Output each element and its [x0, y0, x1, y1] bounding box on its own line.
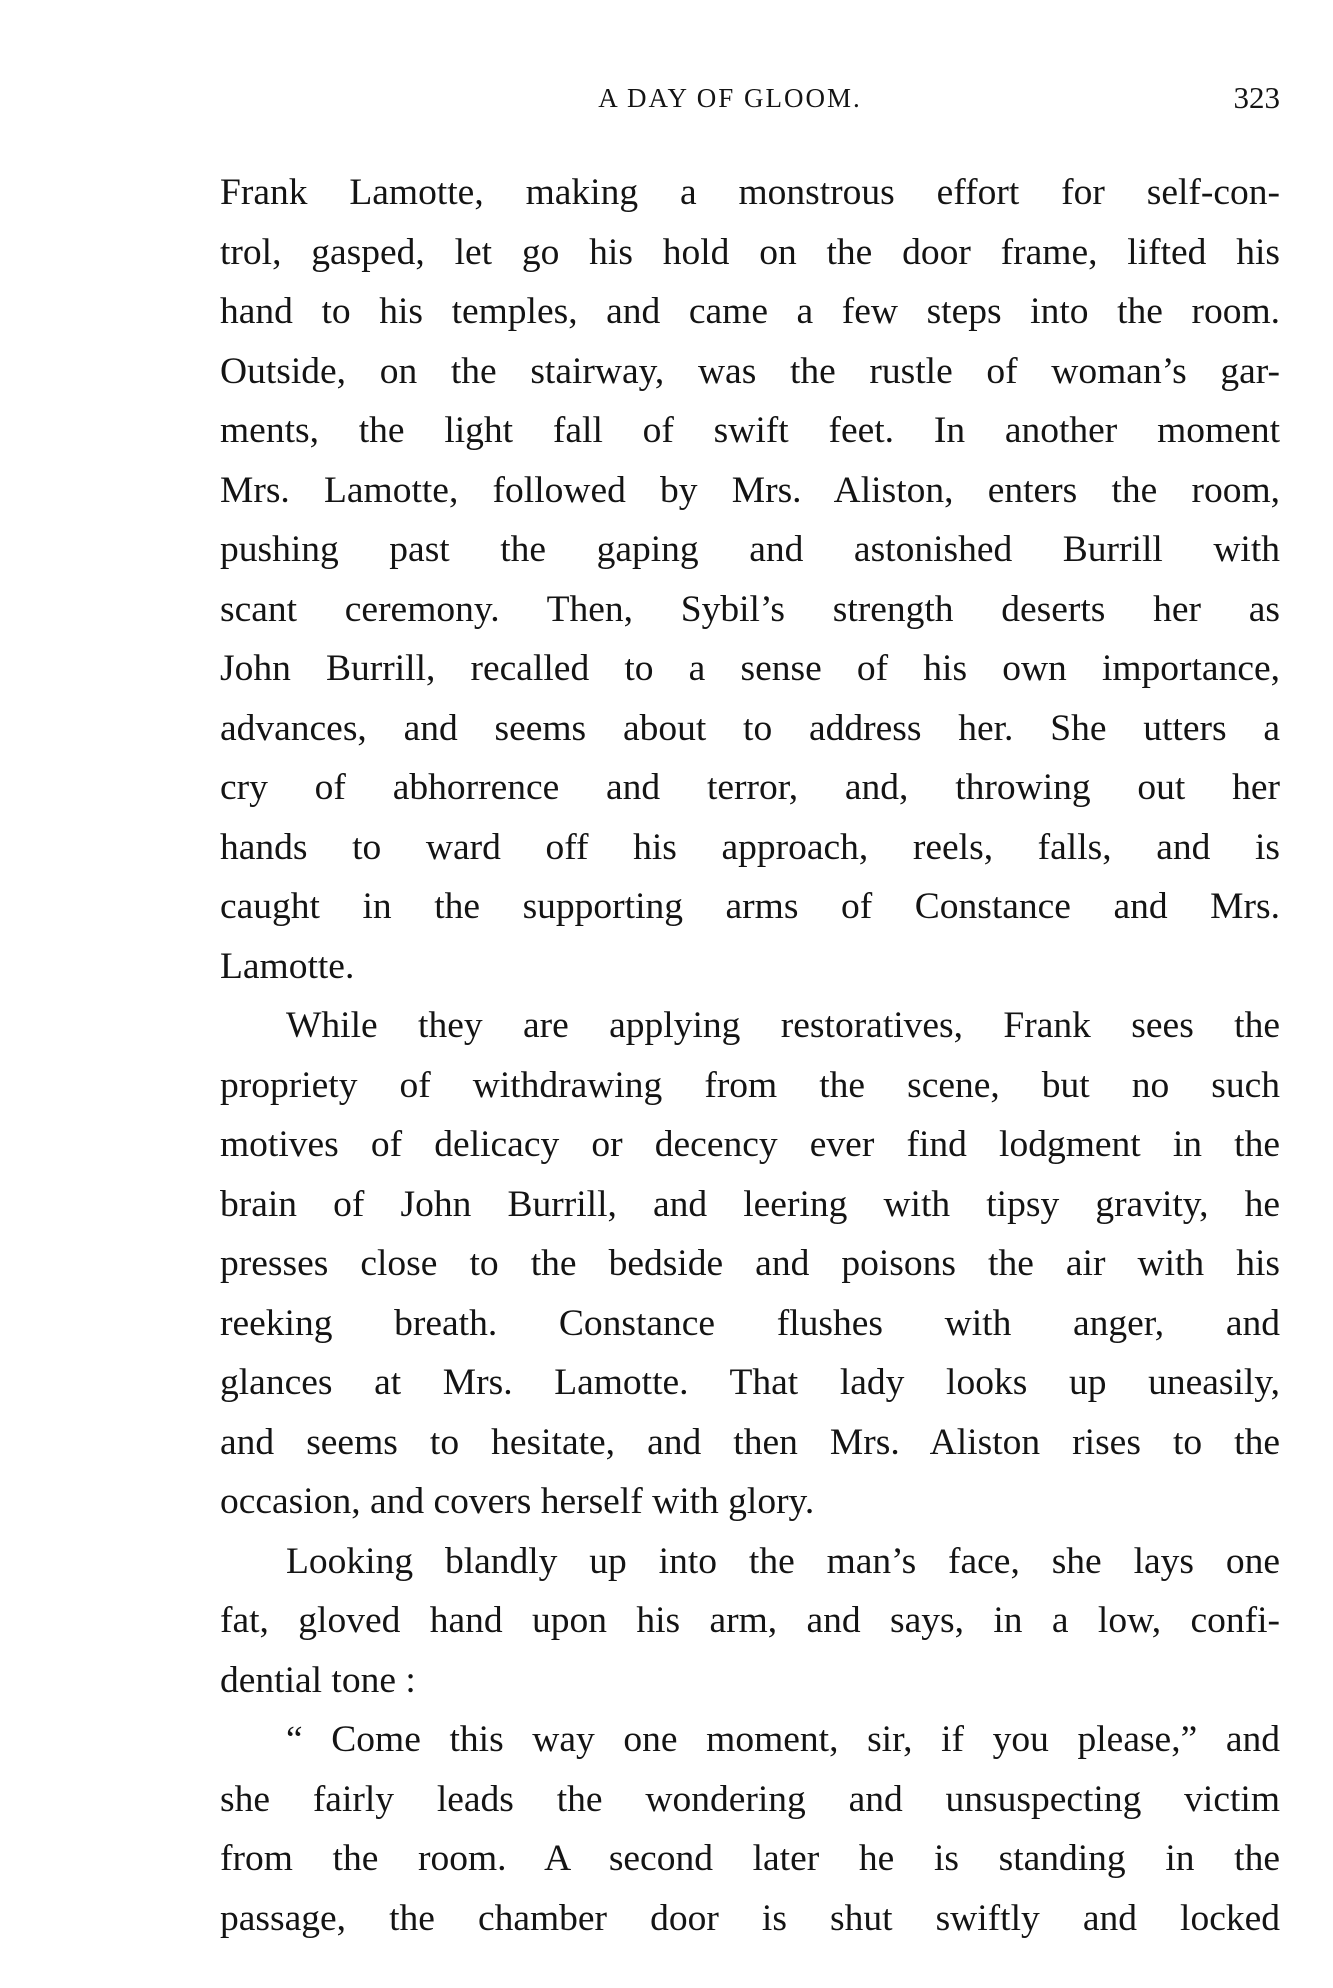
text-line: and seems to hesitate, and then Mrs. Aliston rises to the — [220, 1421, 1280, 1463]
text-line: ments, the light fall of swift feet. In another moment — [220, 410, 1280, 451]
text-line: scant ceremony. Then, Sybil’s strength deserts her as — [220, 588, 1280, 630]
text-line: pushing past the gaping and astonished Burrill with — [220, 529, 1280, 570]
text-line: passage, the chamber door is shut swiftly and locked — [220, 1897, 1280, 1939]
page-number: 323 — [1233, 80, 1280, 115]
text-line: dential tone : — [220, 1659, 416, 1701]
text-line: presses close to the bedside and poisons the air with his — [220, 1243, 1280, 1284]
text-line: occasion, and covers herself with glory. — [220, 1481, 815, 1522]
text-line: hands to ward off his approach, reels, falls, and is — [220, 826, 1280, 868]
text-line: Mrs. Lamotte, followed by Mrs. Aliston, enters the room, — [220, 469, 1280, 511]
running-title: A DAY OF GLOOM. — [598, 83, 862, 113]
text-line: cry of abhorrence and terror, and, throwing out her — [220, 767, 1280, 808]
text-line: John Burrill, recalled to a sense of his own importance, — [220, 648, 1280, 689]
body-text — [220, 163, 1280, 1948]
running-head — [220, 78, 1280, 128]
text-line: fat, gloved hand upon his arm, and says, in a low, confi- — [220, 1600, 1280, 1641]
text-line: “ Come this way one moment, sir, if you please,” and — [286, 1719, 1280, 1760]
text-line: propriety of withdrawing from the scene, but no such — [220, 1064, 1280, 1106]
text-line: While they are applying restoratives, Frank sees the — [286, 1005, 1280, 1046]
text-line: trol, gasped, let go his hold on the door frame, lifted his — [220, 231, 1280, 273]
text-line: Looking blandly up into the man’s face, she lays one — [286, 1540, 1280, 1582]
text-line: Lamotte. — [220, 945, 355, 987]
text-line: Outside, on the stairway, was the rustle of woman’s gar- — [220, 350, 1280, 392]
text-line: she fairly leads the wondering and unsuspecting victim — [220, 1778, 1280, 1820]
text-line: glances at Mrs. Lamotte. That lady looks up uneasily, — [220, 1362, 1280, 1403]
text-line: Frank Lamotte, making a monstrous effort for self-con- — [220, 172, 1280, 213]
text-line: brain of John Burrill, and leering with tipsy gravity, he — [220, 1183, 1280, 1225]
text-line: from the room. A second later he is standing in the — [220, 1838, 1280, 1879]
text-line: advances, and seems about to address her. She utters a — [220, 707, 1280, 749]
text-line: caught in the supporting arms of Constance and Mrs. — [220, 886, 1280, 927]
text-line: motives of delicacy or decency ever find lodgment in the — [220, 1124, 1280, 1165]
text-line: reeking breath. Constance flushes with anger, and — [220, 1302, 1280, 1344]
text-line: hand to his temples, and came a few steps into the room. — [220, 291, 1280, 332]
